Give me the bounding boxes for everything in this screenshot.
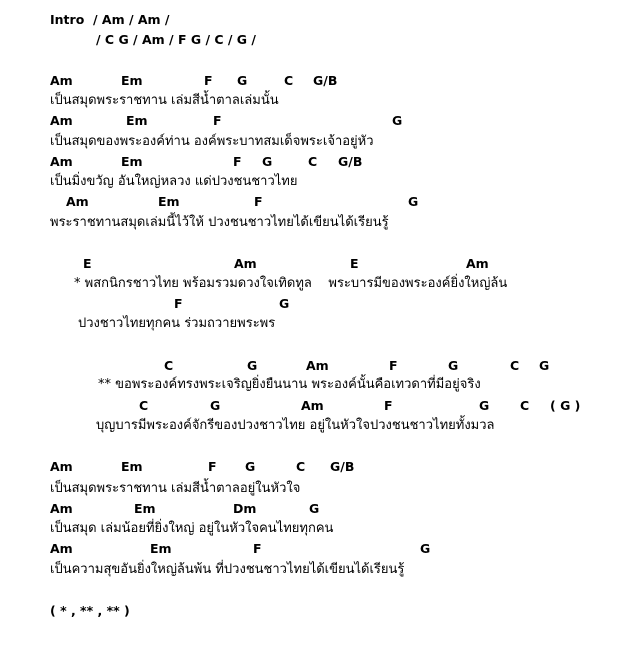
chord: G/B <box>330 459 355 474</box>
chord: G <box>408 194 419 209</box>
chord: G <box>392 113 403 128</box>
chord: Em <box>126 113 148 128</box>
chord: Em <box>121 459 143 474</box>
chord: Em <box>121 154 143 169</box>
chord: Em <box>158 194 180 209</box>
chord: Am <box>50 113 73 128</box>
chord: C <box>308 154 318 169</box>
lyric-line: บุญบารมีพระองค์จักรีของปวงชาวไทย อยู่ในหัวใจปวงชนชาวไทยทั้งมวล <box>96 418 495 433</box>
chord: Em <box>121 73 143 88</box>
chord: Am <box>234 256 257 271</box>
chord: Am <box>50 154 73 169</box>
repeat-instruction: ( * , ** , ** ) <box>50 603 130 618</box>
lyric-line: เป็นสมุดพระราชทาน เล่มสีน้ำตาลเล่มนั้น <box>50 93 279 108</box>
chord: G <box>539 358 550 373</box>
chord: C <box>520 398 530 413</box>
chord: F <box>233 154 242 169</box>
chord: F <box>208 459 217 474</box>
chord: Am <box>466 256 489 271</box>
intro-chords: / C G / Am / F G / C / G / <box>96 32 256 47</box>
lyric-line: * พสกนิกรชาวไทย พร้อมรวมดวงใจเทิดทูล พระบารมีของพระองค์ยิ่งใหญ่ล้น <box>74 276 508 291</box>
chord: G <box>309 501 320 516</box>
lyric-line: ** ขอพระองค์ทรงพระเจริญยิ่งยืนนาน พระองค์นั้นคือเทวดาที่มีอยู่จริง <box>98 377 481 392</box>
chord: G <box>245 459 256 474</box>
chord: G <box>262 154 273 169</box>
chord: Am <box>50 73 73 88</box>
lyric-line: เป็นสมุดพระราชทาน เล่มสีน้ำตาลอยู่ในหัวใจ <box>50 481 301 496</box>
chord: ( G ) <box>550 398 581 413</box>
chord: F <box>389 358 398 373</box>
chord: C <box>284 73 294 88</box>
intro-line: Intro / Am / Am / <box>50 12 170 27</box>
chord: G <box>279 296 290 311</box>
chord: Am <box>301 398 324 413</box>
chord: E <box>350 256 359 271</box>
chord: Am <box>66 194 89 209</box>
chord: C <box>510 358 520 373</box>
chord: Dm <box>233 501 257 516</box>
chord: E <box>83 256 92 271</box>
lyric-line: เป็นมิ่งขวัญ อันใหญ่หลวง แด่ปวงชนชาวไทย <box>50 174 298 189</box>
lyric-line: เป็นสมุดของพระองค์ท่าน องค์พระบาทสมเด็จพระเจ้าอยู่หัว <box>50 134 374 149</box>
chord: Am <box>306 358 329 373</box>
chord: Em <box>134 501 156 516</box>
chord: C <box>164 358 174 373</box>
chord: F <box>254 194 263 209</box>
chord: C <box>296 459 306 474</box>
chord: F <box>204 73 213 88</box>
chord: G <box>420 541 431 556</box>
chord: G <box>448 358 459 373</box>
chord: G <box>237 73 248 88</box>
chord: F <box>384 398 393 413</box>
lyric-line: เป็นสมุด เล่มน้อยที่ยิ่งใหญ่ อยู่ในหัวใจคนไทยทุกคน <box>50 521 334 536</box>
chord: F <box>253 541 262 556</box>
chord: G <box>479 398 490 413</box>
chord: G/B <box>338 154 363 169</box>
lyric-line: ปวงชาวไทยทุกคน ร่วมถวายพระพร <box>78 316 276 331</box>
chord: Am <box>50 501 73 516</box>
chord: Em <box>150 541 172 556</box>
chord: G/B <box>313 73 338 88</box>
chord: F <box>174 296 183 311</box>
lyric-line: พระราชทานสมุดเล่มนี้ไว้ให้ ปวงชนชาวไทยได้เขียนได้เรียนรู้ <box>50 215 389 230</box>
chord: C <box>139 398 149 413</box>
chord: Am <box>50 541 73 556</box>
chord: G <box>247 358 258 373</box>
lyric-line: เป็นความสุขอันยิ่งใหญ่ล้นพ้น ที่ปวงชนชาวไทยได้เขียนได้เรียนรู้ <box>50 562 405 577</box>
chord: Am <box>50 459 73 474</box>
chord: G <box>210 398 221 413</box>
chord: F <box>213 113 222 128</box>
